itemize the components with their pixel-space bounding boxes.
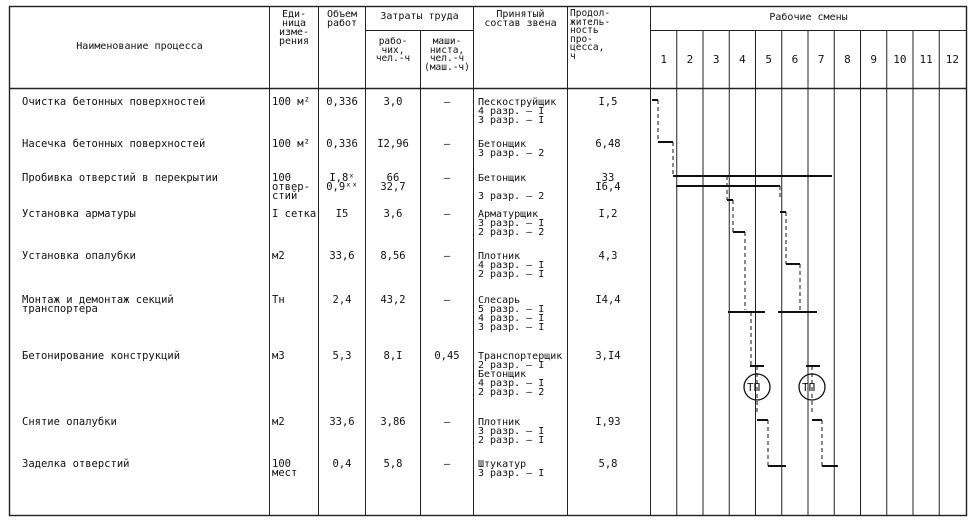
cell-volume: 33,6	[329, 416, 355, 428]
shift-number: 5	[765, 53, 772, 66]
header-name: Наименование процесса	[76, 41, 203, 52]
cell-machinists: –	[443, 294, 451, 306]
shift-number: 8	[844, 53, 851, 66]
shift-number: 6	[791, 53, 799, 66]
cell-machinists: –	[443, 250, 451, 262]
cell-duration: 5,8	[598, 458, 618, 470]
cell-crew: Слесарь 5 разр. – I 4 разр. – I 3 разр. – I	[478, 295, 545, 333]
shift-number: 2	[686, 53, 694, 66]
cell-unit: м2	[272, 416, 285, 428]
cell-volume: 5,3	[332, 350, 352, 362]
cell-crew: Штукатур 3 разр. – I	[478, 459, 545, 479]
cell-volume: 0,336	[326, 96, 358, 108]
cell-name: Насечка бетонных поверхностей	[22, 138, 206, 150]
cell-duration: 4,3	[598, 250, 618, 262]
cell-crew: Бетонщик 3 разр. – 2	[478, 173, 545, 202]
header-machinists: маши- ниста, чел.-ч (маш.-ч)	[424, 36, 470, 73]
cell-name: Установка опалубки	[22, 250, 136, 262]
cell-machinists: –	[443, 172, 451, 184]
cell-machinists: –	[443, 96, 451, 108]
cell-workers: 3,86	[380, 416, 406, 428]
cell-volume: 0,4	[332, 458, 352, 470]
header-workers: рабо- чих, чел.-ч	[375, 36, 411, 64]
cell-unit: 100 отвер- стий	[272, 172, 310, 202]
header-duration: Продол- житель- ность про- цесса, ч	[570, 8, 611, 62]
cell-workers: 43,2	[380, 294, 406, 306]
cell-workers: 3,6	[383, 208, 403, 220]
cell-name: Бетонирование конструкций	[22, 350, 181, 362]
cell-duration: 6,48	[595, 138, 621, 150]
cell-unit: м3	[272, 350, 285, 362]
cell-machinists: –	[443, 208, 451, 220]
shift-number: 3	[712, 53, 720, 66]
tp-marker-label-2: ТП	[802, 381, 816, 394]
header-crew: Принятый состав звена	[484, 9, 557, 29]
cell-unit: 100 м²	[272, 138, 310, 150]
cell-crew: Арматурщик 3 разр. – I 2 разр. – 2	[478, 209, 545, 238]
cell-machinists: –	[443, 138, 451, 150]
cell-crew: Бетонщик 3 разр. – 2	[478, 139, 545, 159]
cell-name: Монтаж и демонтаж секций транспортера	[22, 294, 174, 315]
cell-machinists: 0,45	[434, 350, 460, 362]
cell-duration: 3,I4	[595, 350, 621, 362]
cell-workers: 8,56	[380, 250, 406, 262]
cell-unit: Тн	[272, 294, 285, 306]
shift-number: 9	[870, 53, 877, 66]
cell-workers: I2,96	[377, 138, 409, 150]
cell-volume: 2,4	[332, 294, 352, 306]
cell-volume: I5	[335, 208, 349, 220]
cell-workers: 5,8	[383, 458, 403, 470]
shift-number: 11	[919, 53, 933, 66]
cell-unit: I сетка	[272, 208, 317, 220]
shift-number: 10	[893, 53, 907, 66]
cell-name: Установка арматуры	[22, 208, 136, 220]
cell-duration: I4,4	[595, 294, 621, 306]
header-volume: Объем работ	[326, 9, 358, 29]
shift-number: 1	[660, 53, 667, 66]
cell-crew: Плотник 3 разр. – I 2 разр. – I	[478, 417, 545, 446]
cell-name: Очистка бетонных поверхностей	[22, 96, 206, 108]
shift-number: 4	[739, 53, 746, 66]
cell-duration: 33 I6,4	[595, 172, 621, 193]
cell-volume: 0,336	[326, 138, 358, 150]
cell-workers: 3,0	[383, 96, 403, 108]
cell-workers: 66 32,7	[380, 172, 406, 193]
cell-duration: I,93	[595, 416, 621, 428]
shift-number: 7	[817, 53, 825, 66]
cell-unit: 100 м²	[272, 96, 310, 108]
cell-crew: Транспортерщик 2 разр. – I Бетонщик 4 разр. – I 2 разр. – 2	[478, 351, 563, 398]
tp-marker-label-1: ТП	[747, 381, 761, 394]
cell-workers: 8,I	[383, 350, 403, 362]
cell-crew: Плотник 4 разр. – I 2 разр. – I	[478, 251, 545, 280]
cell-unit: м2	[272, 250, 285, 262]
cell-name: Заделка отверстий	[22, 458, 130, 470]
cell-duration: I,2	[598, 208, 618, 220]
cell-crew: Пескоструйщик 4 разр. – I 3 разр. – I	[478, 97, 557, 126]
cell-name: Пробивка отверстий в перекрытии	[22, 172, 218, 184]
cell-machinists: –	[443, 458, 451, 470]
cell-machinists: –	[443, 416, 451, 428]
cell-name: Снятие опалубки	[22, 416, 117, 428]
cell-volume: I,8ˣ 0,9ˣˣ	[326, 172, 358, 193]
cell-volume: 33,6	[329, 250, 355, 262]
cell-unit: 100 мест	[272, 458, 298, 479]
header-shifts: Рабочие смены	[769, 12, 848, 23]
shift-number: 12	[945, 53, 959, 66]
cell-duration: I,5	[598, 96, 618, 108]
header-unit: Еди- ница изме- рения	[278, 9, 310, 47]
header-labor: Затраты труда	[380, 11, 459, 22]
